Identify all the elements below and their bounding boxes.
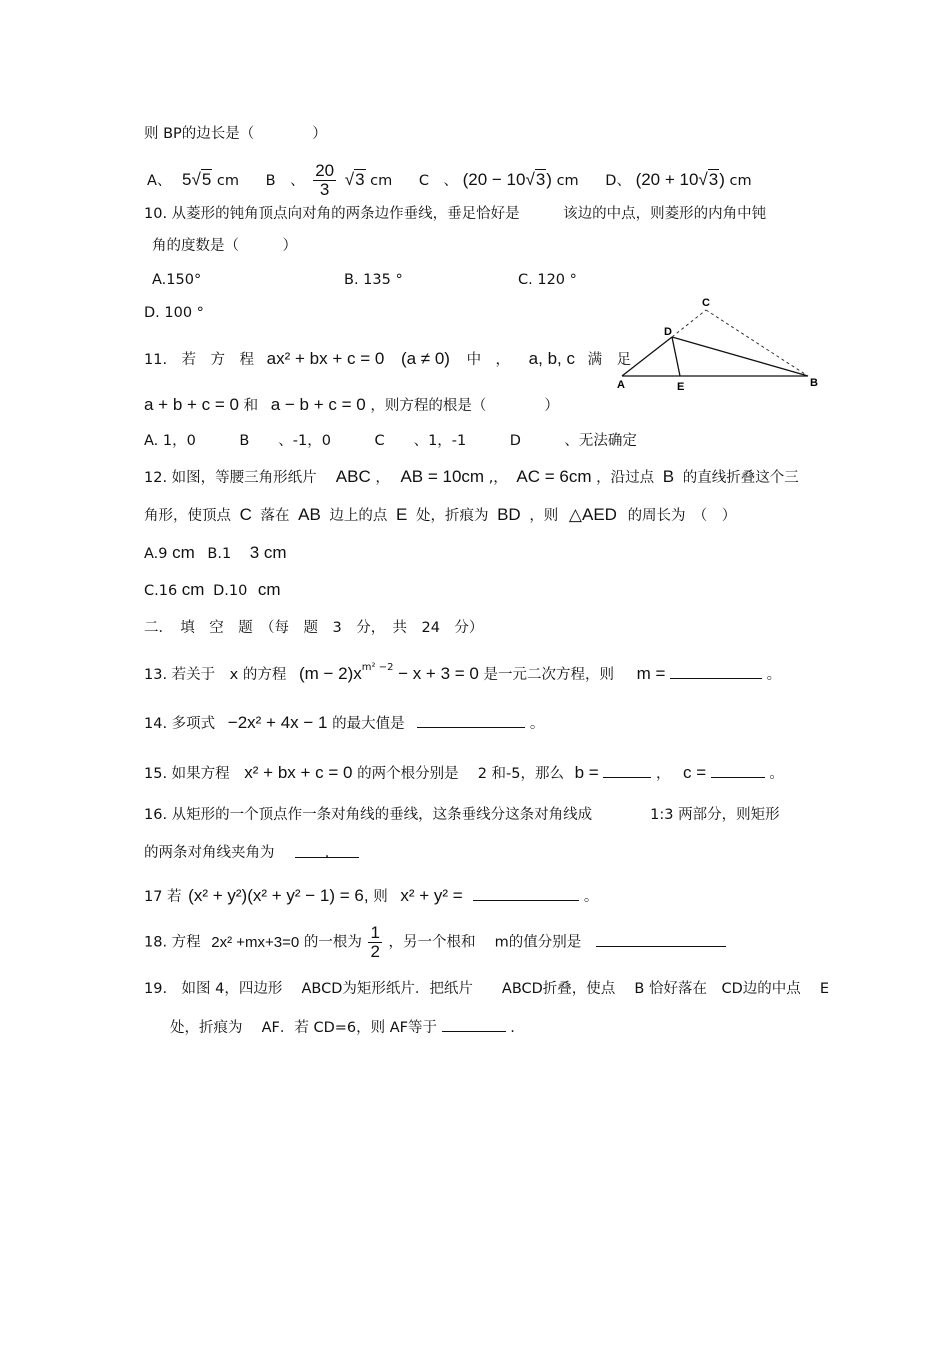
q15-b-blank[interactable] xyxy=(603,763,651,778)
label-d: D xyxy=(664,326,672,338)
q9-tail: 则 BP的边长是（ ） xyxy=(144,126,327,142)
line-dc xyxy=(672,310,706,337)
line-cb xyxy=(706,310,808,376)
q18-answer-blank[interactable] xyxy=(596,932,726,947)
q9-options xyxy=(147,162,752,202)
q9-option-b: B 、 $\frac{20}{3}$ √3 cm xyxy=(265,161,393,199)
q10-option-c: C. 120 ° xyxy=(518,272,577,288)
q16-line1: 16. 从矩形的一个顶点作一条对角线的垂线，这条垂线分这条对角线成 1:3 两部分，则矩形 xyxy=(144,807,780,823)
q10-line2: 角的度数是（ ） xyxy=(152,238,297,254)
q14-answer-blank[interactable] xyxy=(417,713,525,728)
q10-option-d: D. 100 ° xyxy=(144,305,204,321)
q18: 18. 方程 2x² +mx+3=0 的一根为 $\frac{1}{2}$ ，另一个根和 m的值分别是 xyxy=(144,924,726,968)
line-db xyxy=(672,337,808,376)
line-de xyxy=(672,337,680,376)
label-e: E xyxy=(677,381,685,392)
q11-line1: 11. 若 方 程 ax² + bx + c = 0 (a ≠ 0) 中 ， a, b, c 满 足 xyxy=(144,349,632,368)
q17-answer-blank[interactable] xyxy=(473,886,579,901)
triangle-figure xyxy=(610,292,830,392)
q11-options: A. 1，0 B 、-1，0 C 、1，-1 D 、无法确定 xyxy=(144,433,637,449)
q16-answer-blank[interactable]: . xyxy=(295,843,359,858)
q16-line2: 的两条对角线夹角为 . xyxy=(144,843,359,863)
label-a: A xyxy=(617,379,625,391)
q15-c-blank[interactable] xyxy=(711,763,765,778)
q14: 14. 多项式 −2x² + 4x − 1 的最大值是 。 xyxy=(144,713,545,732)
q9-option-a: A、 5√5 cm xyxy=(147,169,240,189)
label-b: B xyxy=(810,377,818,389)
q12-line1: 12. 如图，等腰三角形纸片 ABC ， AB = 10cm ,， AC = 6cm ，沿过点 B 的直线折叠这个三 xyxy=(144,467,799,486)
q13-answer-blank[interactable] xyxy=(670,664,762,679)
q11-line2: a + b + c = 0 和 a − b + c = 0 ，则方程的根是（ ） xyxy=(144,395,559,414)
q10-option-b: B. 135 ° xyxy=(344,272,403,288)
q10-line1: 10. 从菱形的钝角顶点向对角的两条边作垂线，垂足恰好是 该边的中点，则菱形的内角中钝 xyxy=(144,206,767,222)
q10-option-a: A.150° xyxy=(152,272,202,288)
q19-answer-blank[interactable] xyxy=(442,1017,506,1032)
q19-line2: 处，折痕为 AF．若 CD=6，则 AF等于 . xyxy=(170,1017,515,1038)
q19-line1: 19. 如图 4，四边形 ABCD为矩形纸片．把纸片 ABCD折叠，使点 B 恰好落在 CD边的中点 E xyxy=(144,981,830,997)
q9-option-d: D、 (20 + 10√3) cm xyxy=(605,169,752,189)
q12-options-cd: C.16 cm D.10 cm xyxy=(144,580,281,599)
q9-option-c: C 、 (20 − 10√3) cm xyxy=(418,169,579,189)
q13: 13. 若关于 x 的方程 $(m - 2)x^{m^2 -2} - x + 3 = 0$ 是一元二次方程，则 m = 。 xyxy=(144,662,782,683)
q12-line2: 角形，使顶点 C 落在 AB 边上的点 E 处，折痕为 BD ，则 △AED 的周长为 （ ） xyxy=(144,505,737,524)
label-c: C xyxy=(702,297,710,309)
q15: 15. 如果方程 x² + bx + c = 0 的两个根分别是 2 和-5，那么 b = ， c = 。 xyxy=(144,763,784,782)
q17: 17 若 (x² + y²)(x² + y² − 1) = 6, 则 x² + y² = 。 xyxy=(144,886,599,905)
section-heading: 二． 填 空 题 （每 题 3 分， 共 24 分） xyxy=(144,620,484,636)
q12-options-ab: A.9 cm B.1 3 cm xyxy=(144,543,287,562)
